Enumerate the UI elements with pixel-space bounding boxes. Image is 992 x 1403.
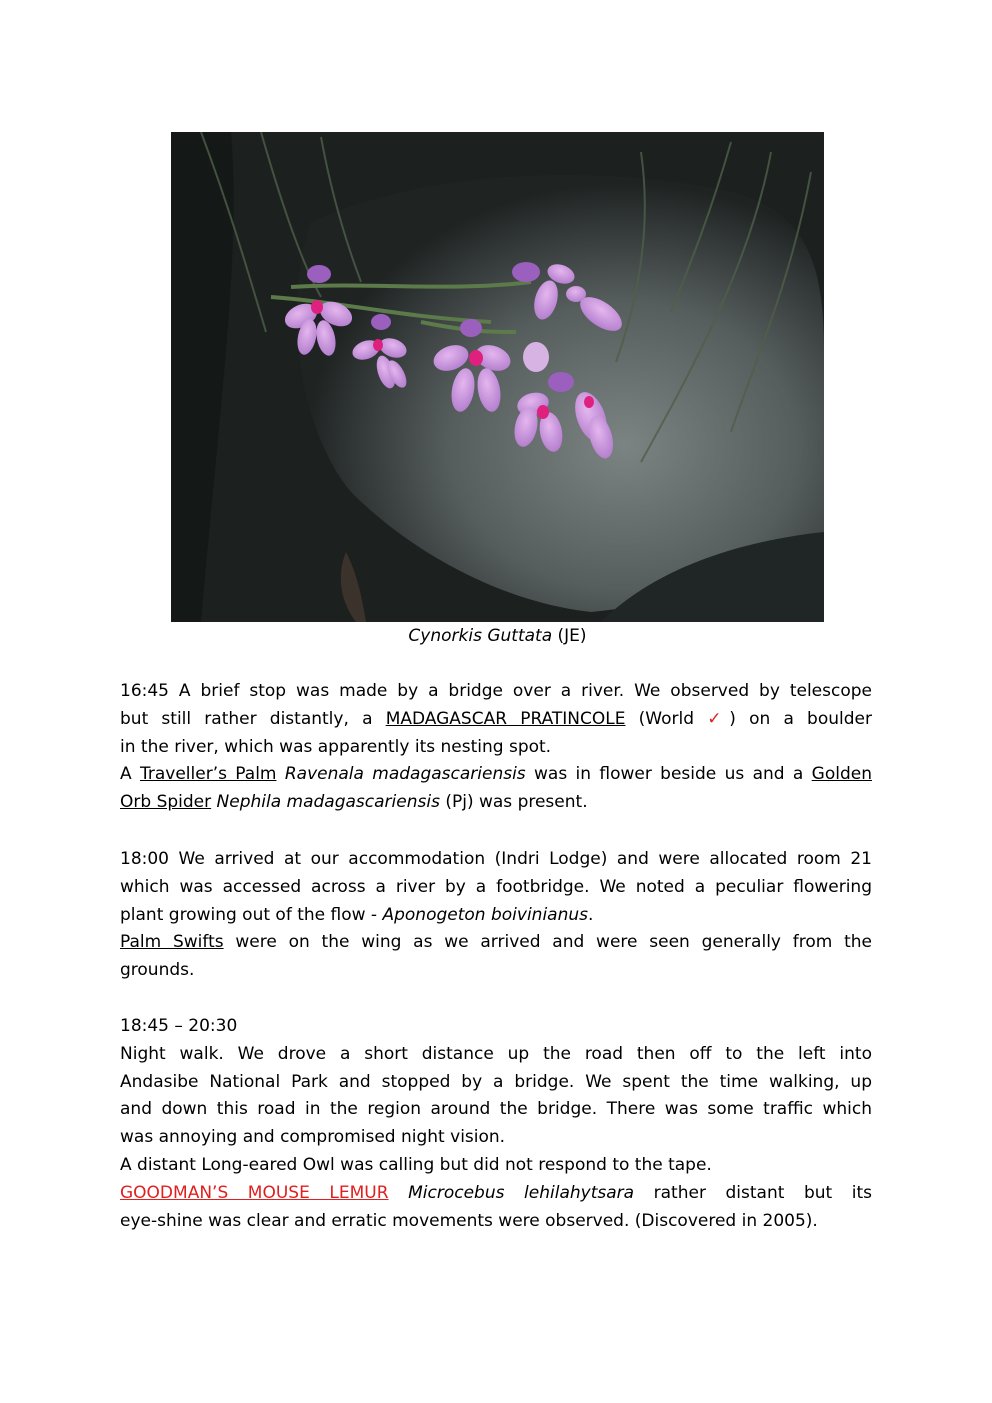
species-golden-orb-spider-part2: Orb Spider xyxy=(120,792,212,813)
species-palm-swifts: Palm Swifts xyxy=(120,932,224,953)
entry3-line4: and down this road in the region around the bridge. There was some traffic which xyxy=(120,1099,872,1120)
world-tick-icon: ✓ xyxy=(707,708,730,729)
entry1-line4: A Traveller’s Palm Ravenala madagascariensis was in flower beside us and a Golden xyxy=(120,764,872,785)
entry2-line5: grounds. xyxy=(120,960,195,981)
entry2-line1: 18:00 We arrived at our accommodation (Indri Lodge) and were allocated room 21 xyxy=(120,849,872,869)
entry3-line6: A distant Long-eared Owl was calling but did not respond to the tape. xyxy=(120,1154,712,1175)
entry3-line8: eye-shine was clear and erratic movements were observed. (Discovered in 2005). xyxy=(120,1210,818,1231)
entry3-line5: was annoying and compromised night vision. xyxy=(120,1127,506,1148)
log-entry-1645 xyxy=(120,678,872,817)
scientific-name-ravenala: Ravenala madagascariensis xyxy=(284,764,526,785)
scientific-name-aponogeton: Aponogeton boivinianus xyxy=(382,904,588,925)
entry1-line1: 16:45 A brief stop was made by a bridge over a river. We observed by telescope xyxy=(120,681,872,701)
species-travellers-palm: Traveller’s Palm xyxy=(139,764,277,785)
species-golden-orb-spider-part1: Golden xyxy=(811,764,872,785)
caption-credit: (JE) xyxy=(557,626,587,646)
species-goodmans-mouse-lemur: GOODMAN’S MOUSE LEMUR xyxy=(120,1182,389,1203)
entry1-line5: Orb Spider Nephila madagascariensis (Pj) was present. xyxy=(120,792,588,813)
entry2-line2: which was accessed across a river by a footbridge. We noted a peculiar flowering xyxy=(120,876,872,897)
log-entry-1800 xyxy=(120,846,872,985)
entry2-line4: Palm Swifts were on the wing as we arrived and were seen generally from the xyxy=(120,932,872,953)
log-entry-night-walk xyxy=(120,1013,872,1235)
entry3-line3: Andasibe National Park and stopped by a bridge. We spent the time walking, up xyxy=(120,1071,872,1092)
scientific-name-microcebus: Microcebus lehilahytsara xyxy=(408,1182,635,1203)
photo-caption xyxy=(171,625,824,647)
entry3-time: 18:45 – 20:30 xyxy=(120,1016,238,1036)
entry1-line3: in the river, which was apparently its nesting spot. xyxy=(120,736,552,757)
entry3-line7: GOODMAN’S MOUSE LEMUR Microcebus lehilahytsara rather distant but its xyxy=(120,1182,873,1203)
scientific-name-nephila: Nephila madagascariensis xyxy=(216,792,440,813)
entry3-line2: Night walk. We drove a short distance up the road then off to the left into xyxy=(120,1043,872,1064)
entry1-line2: but still rather distantly, a MADAGASCAR PRATINCOLE (World ✓) on a boulder xyxy=(120,708,872,729)
caption-species: Cynorkis Guttata xyxy=(408,626,553,646)
orchid-photo xyxy=(171,132,824,622)
entry2-line3: plant growing out of the flow - Aponogeton boivinianus. xyxy=(120,904,594,925)
species-madagascar-pratincole: MADAGASCAR PRATINCOLE xyxy=(385,708,626,729)
